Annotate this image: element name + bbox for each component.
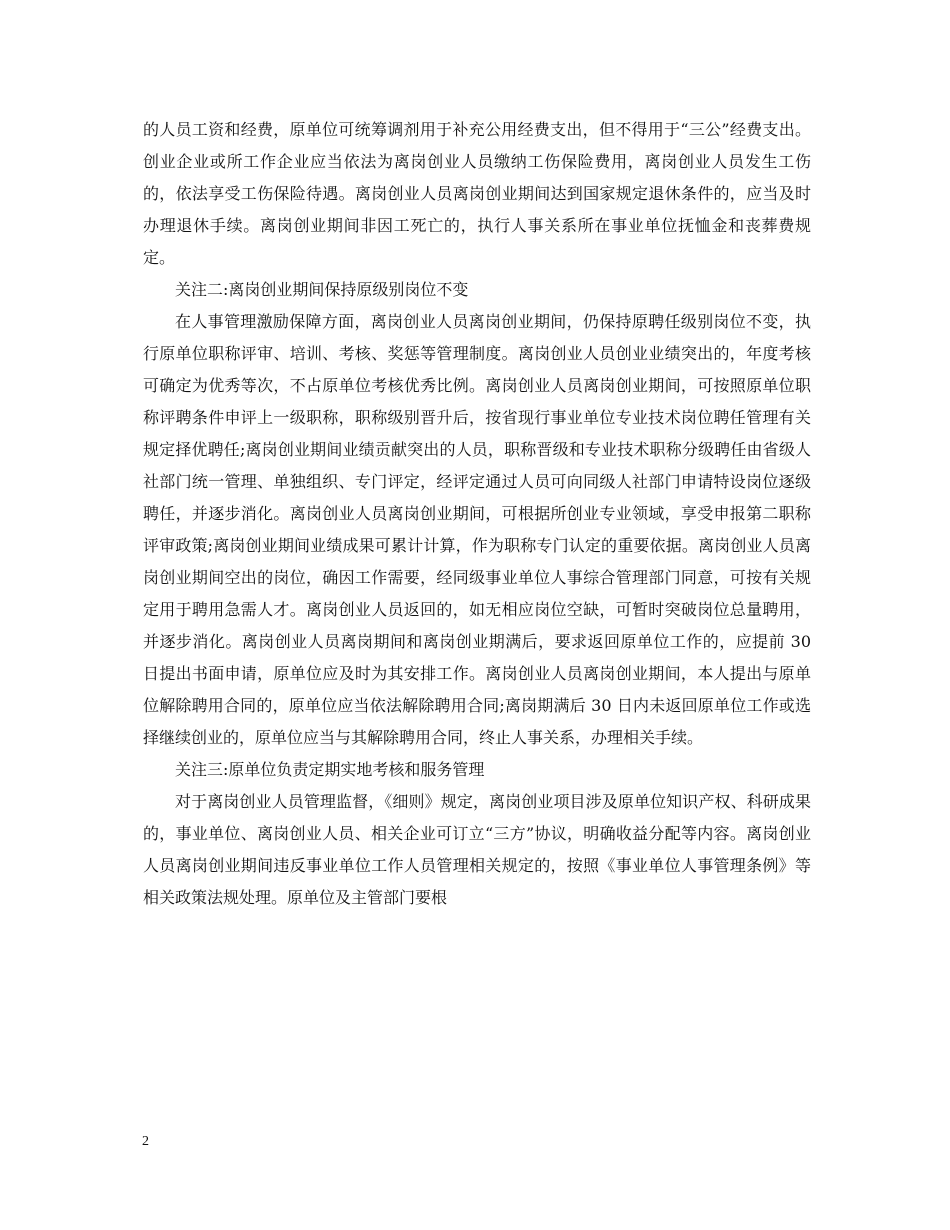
paragraph-personnel-management: 在人事管理激励保障方面，离岗创业人员离岗创业期间，仍保持原聘任级别岗位不变，执行原单位职称评审、培训、考核、奖惩等管理制度。离岗创业人员创业业绩突出的，年度考核可确定为优秀等次，不占原单位考核优秀比例。离岗创业人员离岗创业期间，可按照原单位职称评聘条件申评上一级职称，职称级别晋升后，按省现行事业单位专业技术岗位聘任管理有关规定择优聘任;离岗创业期间业绩贡献突出的人员，职称晋级和专业技术职称分级聘任由省级人社部门统一管理、单独组织、专门评定，经评定通过人员可向同级人社部门申请特设岗位逐级聘任，并逐步消化。离岗创业人员离岗创业期间，可根据所创业专业领域，享受申报第二职称评审政策;离岗创业期间业绩成果可累计计算，作为职称专门认定的重要依据。离岗创业人员离岗创业期间空出的岗位，确因工作需要，经同级事业单位人事综合管理部门同意，可按有关规定用于聘用急需人才。离岗创业人员返回的，如无相应岗位空缺，可暂时突破岗位总量聘用，并逐步消化。离岗创业人员离岗期间和离岗创业期满后，要求返回原单位工作的，应提前 30 日提出书面申请，原单位应及时为其安排工作。离岗创业人员离岗创业期间，本人提出与原单位解除聘用合同的，原单位应当依法解除聘用合同;离岗期满后 30 日内未返回原单位工作或选择继续创业的，原单位应当与其解除聘用合同，终止人事关系，办理相关手续。 — [143, 312, 811, 747]
document-body — [143, 114, 811, 914]
page-number: 2 — [142, 1134, 149, 1149]
section-heading-2: 关注二:离岗创业期间保持原级别岗位不变 — [175, 280, 469, 299]
paragraph-supervision: 对于离岗创业人员管理监督，《细则》规定，离岗创业项目涉及原单位知识产权、科研成果的，事业单位、离岗创业人员、相关企业可订立“三方”协议，明确收益分配等内容。离岗创业人员离岗创业期间违反事业单位工作人员管理相关规定的，按照《事业单位人事管理条例》等相关政策法规处理。原单位及主管部门要根 — [143, 792, 811, 907]
paragraph-continuation: 的人员工资和经费，原单位可统筹调剂用于补充公用经费支出，但不得用于“三公”经费支出。创业企业或所工作企业应当依法为离岗创业人员缴纳工伤保险费用，离岗创业人员发生工伤的，依法享受工伤保险待遇。离岗创业人员离岗创业期间达到国家规定退休条件的，应当及时办理退休手续。离岗创业期间非因工死亡的，执行人事关系所在事业单位抚恤金和丧葬费规定。 — [143, 120, 811, 267]
section-heading-3: 关注三:原单位负责定期实地考核和服务管理 — [175, 760, 485, 779]
